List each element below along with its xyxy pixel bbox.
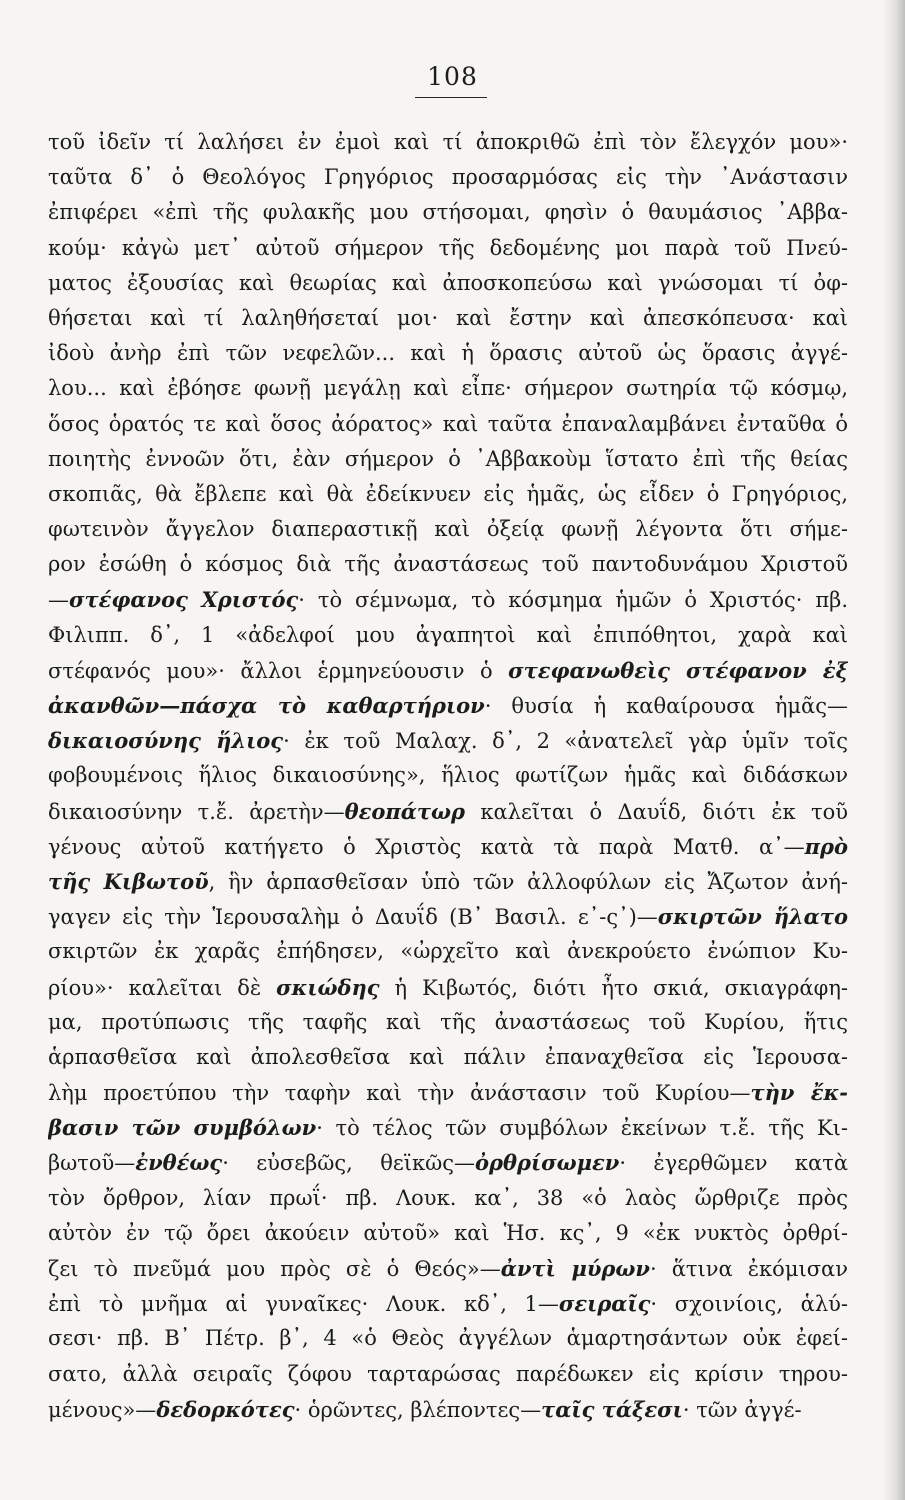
page-edge-shadow — [883, 0, 905, 1500]
text-run: φωτεινὸν ἄγγελον διαπεραστικῇ καὶ ὀξείᾳ φωνῇ λέγοντα ὅτι σήμε- — [48, 517, 848, 542]
page-number-underline — [415, 97, 487, 98]
text-run: ρον ἐσώθη ὁ κόσμος διὰ τῆς ἀναστάσεως τοῦ παντοδυνάμου Χριστοῦ — [48, 552, 848, 577]
text-line — [48, 1392, 848, 1427]
text-line — [48, 934, 848, 969]
text-line — [48, 1181, 848, 1216]
text-run: · τὸ τέλος τῶν συμβόλων ἐκείνων τ.ἔ. τῆς Κι- — [316, 1116, 848, 1141]
bold-term: ἐνθέως — [135, 1150, 223, 1176]
text-run: ἰδοὺ ἀνὴρ ἐπὶ τῶν νεφελῶν... καὶ ἡ ὅρασις αὐτοῦ ὡς ὅρασις ἀγγέ- — [48, 341, 848, 366]
text-run: τοῦ ἰδεῖν τί λαλήσει ἐν ἐμοὶ καὶ τί ἀποκριθῶ ἐπὶ τὸν ἔλεγχόν μου»· — [48, 130, 848, 154]
text-line — [48, 1005, 848, 1040]
text-run: · θυσία ἡ καθαίρουσα ἡμᾶς— — [484, 694, 848, 718]
text-line — [48, 582, 848, 617]
text-run: · τῶν ἀγγέ- — [682, 1397, 802, 1422]
bold-term: βασιν τῶν συμβόλων — [48, 1115, 317, 1141]
text-run: · ἅτινα ἐκόμισαν — [649, 1257, 848, 1281]
page-number: 108 — [427, 62, 478, 91]
bold-term: τῆς Κιβωτοῦ — [48, 868, 209, 894]
bold-term: θεοπάτωρ — [344, 798, 465, 824]
text-line — [48, 1145, 848, 1180]
text-run: ἐπὶ τὸ μνῆμα αἱ γυναῖκες· Λουκ. κδ᾽, 1— — [48, 1292, 559, 1317]
text-run: αὐτὸν ἐν τῷ ὄρει ἀκούειν αὐτοῦ» καὶ Ἡσ. κς᾽, 9 «ἐκ νυκτὸς ὀρθρί- — [48, 1220, 848, 1245]
text-line — [48, 371, 848, 406]
body-text — [48, 125, 848, 1427]
text-run: σκοπιᾶς, θὰ ἔβλεπε καὶ θὰ ἐδείκνυεν εἰς ἡμᾶς, ὡς εἶδεν ὁ Γρηγόριος, — [48, 481, 848, 506]
bold-term: δικαιοσύνης ἥλιος — [48, 728, 284, 754]
text-run: · σχοινίοις, ἁλύ- — [650, 1292, 848, 1317]
bold-term: σκιώδης — [276, 974, 380, 1000]
text-run: σκιρτῶν ἐκ χαρᾶς ἐπήδησεν, «ὠρχεῖτο καὶ ἀνεκρούετο ἐνώπιον Κυ- — [48, 939, 848, 964]
text-line — [48, 1216, 848, 1251]
text-line — [48, 231, 848, 266]
text-line — [48, 336, 848, 371]
text-run: γαγεν εἰς τὴν Ἱερουσαλὴμ ὁ Δαυΐδ (Β᾽ Βασιλ. ε᾽-ς᾽)— — [48, 905, 658, 930]
text-run: καλεῖται ὁ Δαυΐδ, διότι ἐκ τοῦ — [465, 799, 848, 824]
text-line — [48, 970, 848, 1005]
text-run: · ὁρῶντες, βλέποντες— — [294, 1397, 542, 1422]
bold-term: ἀντὶ μύρων — [500, 1256, 650, 1281]
text-line — [48, 1040, 848, 1075]
bold-term: σειραῖς — [558, 1291, 651, 1317]
text-line — [48, 547, 848, 582]
text-line — [48, 723, 848, 758]
bold-term: σκιρτῶν ἥλατο — [657, 904, 848, 930]
bold-term: ταῖς τάξεσι — [541, 1396, 683, 1422]
text-line — [48, 301, 848, 336]
text-run: ματος ἐξουσίας καὶ θεωρίας καὶ ἀποσκοπεύσω καὶ γνώσομαι τί ὀφ- — [48, 270, 848, 295]
bold-term: τὴν ἔκ- — [750, 1080, 848, 1106]
text-run: Φιλιππ. δ᾽, 1 «ἀδελφοί μου ἀγαπητοὶ καὶ ἐπιπόθητοι, χαρὰ καὶ — [48, 622, 848, 647]
text-run: τὸν ὄρθρον, λίαν πρωΐ· πβ. Λουκ. κα᾽, 38 «ὁ λαὸς ὤρθριζε πρὸς — [48, 1185, 848, 1210]
bold-term: ἀκανθῶν—πάσχα τὸ καθαρτήριον — [48, 693, 485, 718]
text-line — [48, 653, 848, 688]
text-run: ἁρπασθεῖσα καὶ ἀπολεσθεῖσα καὶ πάλιν ἐπαναχθεῖσα εἰς Ἱερουσα- — [48, 1044, 848, 1069]
text-line — [48, 1321, 848, 1356]
text-line — [48, 864, 848, 899]
bold-term: ὀρθρίσωμεν — [475, 1150, 620, 1176]
text-line — [48, 1357, 848, 1392]
text-run: μα, προτύπωσις τῆς ταφῆς καὶ τῆς ἀναστάσεως τοῦ Κυρίου, ἥτις — [48, 1009, 848, 1034]
bold-term: πρὸ — [804, 833, 848, 859]
text-run: σατο, ἀλλὰ σειραῖς ζόφου ταρταρώσας παρέδωκεν εἰς κρίσιν τηρου- — [48, 1361, 848, 1386]
bold-term: δεδορκότες — [156, 1396, 295, 1422]
text-line — [48, 160, 848, 195]
text-run: φοβουμένοις ἥλιος δικαιοσύνης», ἥλιος φωτίζων ἡμᾶς καὶ διδάσκων — [48, 763, 848, 788]
text-run: · εὐσεβῶς, θεϊκῶς— — [222, 1151, 476, 1176]
text-line — [48, 442, 848, 477]
text-run: γένους αὐτοῦ κατήγετο ὁ Χριστὸς κατὰ τὰ παρὰ Ματθ. α᾽— — [48, 834, 805, 859]
text-line — [48, 125, 848, 160]
text-run: , ἣν ἁρπασθεῖσαν ὑπὸ τῶν ἀλλοφύλων εἰς Ἄζωτον ἀνή- — [208, 869, 848, 894]
text-line — [48, 407, 848, 442]
text-line — [48, 1286, 848, 1321]
text-run: ρίου»· καλεῖται δὲ — [48, 975, 277, 1000]
text-run: στέφανός μου»· ἄλλοι ἑρμηνεύουσιν ὁ — [48, 658, 509, 683]
text-run: ταῦτα δ᾽ ὁ Θεολόγος Γρηγόριος προσαρμόσας εἰς τὴν ᾽Ανάστασιν — [48, 165, 848, 190]
text-line — [48, 758, 848, 793]
bold-term: στεφανωθεὶς στέφανον ἐξ — [508, 657, 848, 683]
text-run: ποιητὴς ἐννοῶν ὅτι, ἐὰν σήμερον ὁ ᾽Αββακοὺμ ἵστατο ἐπὶ τῆς θείας — [48, 446, 848, 471]
text-run: ἐπιφέρει «ἐπὶ τῆς φυλακῆς μου στήσομαι, φησὶν ὁ θαυμάσιος ᾽Αββα- — [48, 200, 848, 225]
text-line — [48, 688, 848, 723]
text-run: — — [48, 588, 69, 613]
text-run: λου... καὶ ἐβόησε φωνῇ μεγάλῃ καὶ εἶπε· σήμερον σωτηρία τῷ κόσμῳ, — [48, 376, 848, 401]
text-run: θήσεται καὶ τί λαληθήσεταί μοι· καὶ ἔστην καὶ ἀπεσκόπευσα· καὶ — [48, 305, 848, 330]
text-line — [48, 794, 848, 829]
text-line — [48, 1075, 848, 1110]
text-line — [48, 1251, 848, 1286]
bold-term: στέφανος Χριστός — [69, 587, 299, 613]
text-line — [48, 618, 848, 653]
text-run: βωτοῦ— — [48, 1151, 136, 1176]
text-run: λὴμ προετύπου τὴν ταφὴν καὶ τὴν ἀνάστασιν τοῦ Κυρίου— — [48, 1081, 751, 1106]
text-line — [48, 477, 848, 512]
text-run: σεσι· πβ. Β᾽ Πέτρ. β᾽, 4 «ὁ Θεὸς ἀγγέλων ἁμαρτησάντων οὐκ ἐφεί- — [48, 1326, 848, 1351]
text-run: ἡ Κιβωτός, διότι ἦτο σκιά, σκιαγράφη- — [379, 975, 848, 1000]
text-line — [48, 266, 848, 301]
text-run: μένους»— — [48, 1397, 157, 1422]
text-run: · ἐκ τοῦ Μαλαχ. δ᾽, 2 «ἀνατελεῖ γὰρ ὑμῖν τοῖς — [283, 729, 848, 754]
text-line — [48, 829, 848, 864]
text-run: κούμ· κἀγὼ μετ᾽ αὐτοῦ σήμερον τῆς δεδομένης μοι παρὰ τοῦ Πνεύ- — [48, 235, 848, 260]
text-run: · ἐγερθῶμεν κατὰ — [619, 1151, 848, 1176]
text-line — [48, 512, 848, 547]
text-run: ζει τὸ πνεῦμά μου πρὸς σὲ ὁ Θεός»— — [48, 1257, 501, 1281]
text-line — [48, 1110, 848, 1145]
text-line — [48, 899, 848, 934]
text-line — [48, 195, 848, 230]
text-run: δικαιοσύνην τ.ἔ. ἀρετὴν— — [48, 799, 345, 824]
text-run: ὅσος ὁρατός τε καὶ ὅσος ἀόρατος» καὶ ταῦτα ἐπαναλαμβάνει ἐνταῦθα ὁ — [48, 411, 848, 436]
text-run: · τὸ σέμνωμα, τὸ κόσμημα ἡμῶν ὁ Χριστός· πβ. — [298, 588, 848, 613]
